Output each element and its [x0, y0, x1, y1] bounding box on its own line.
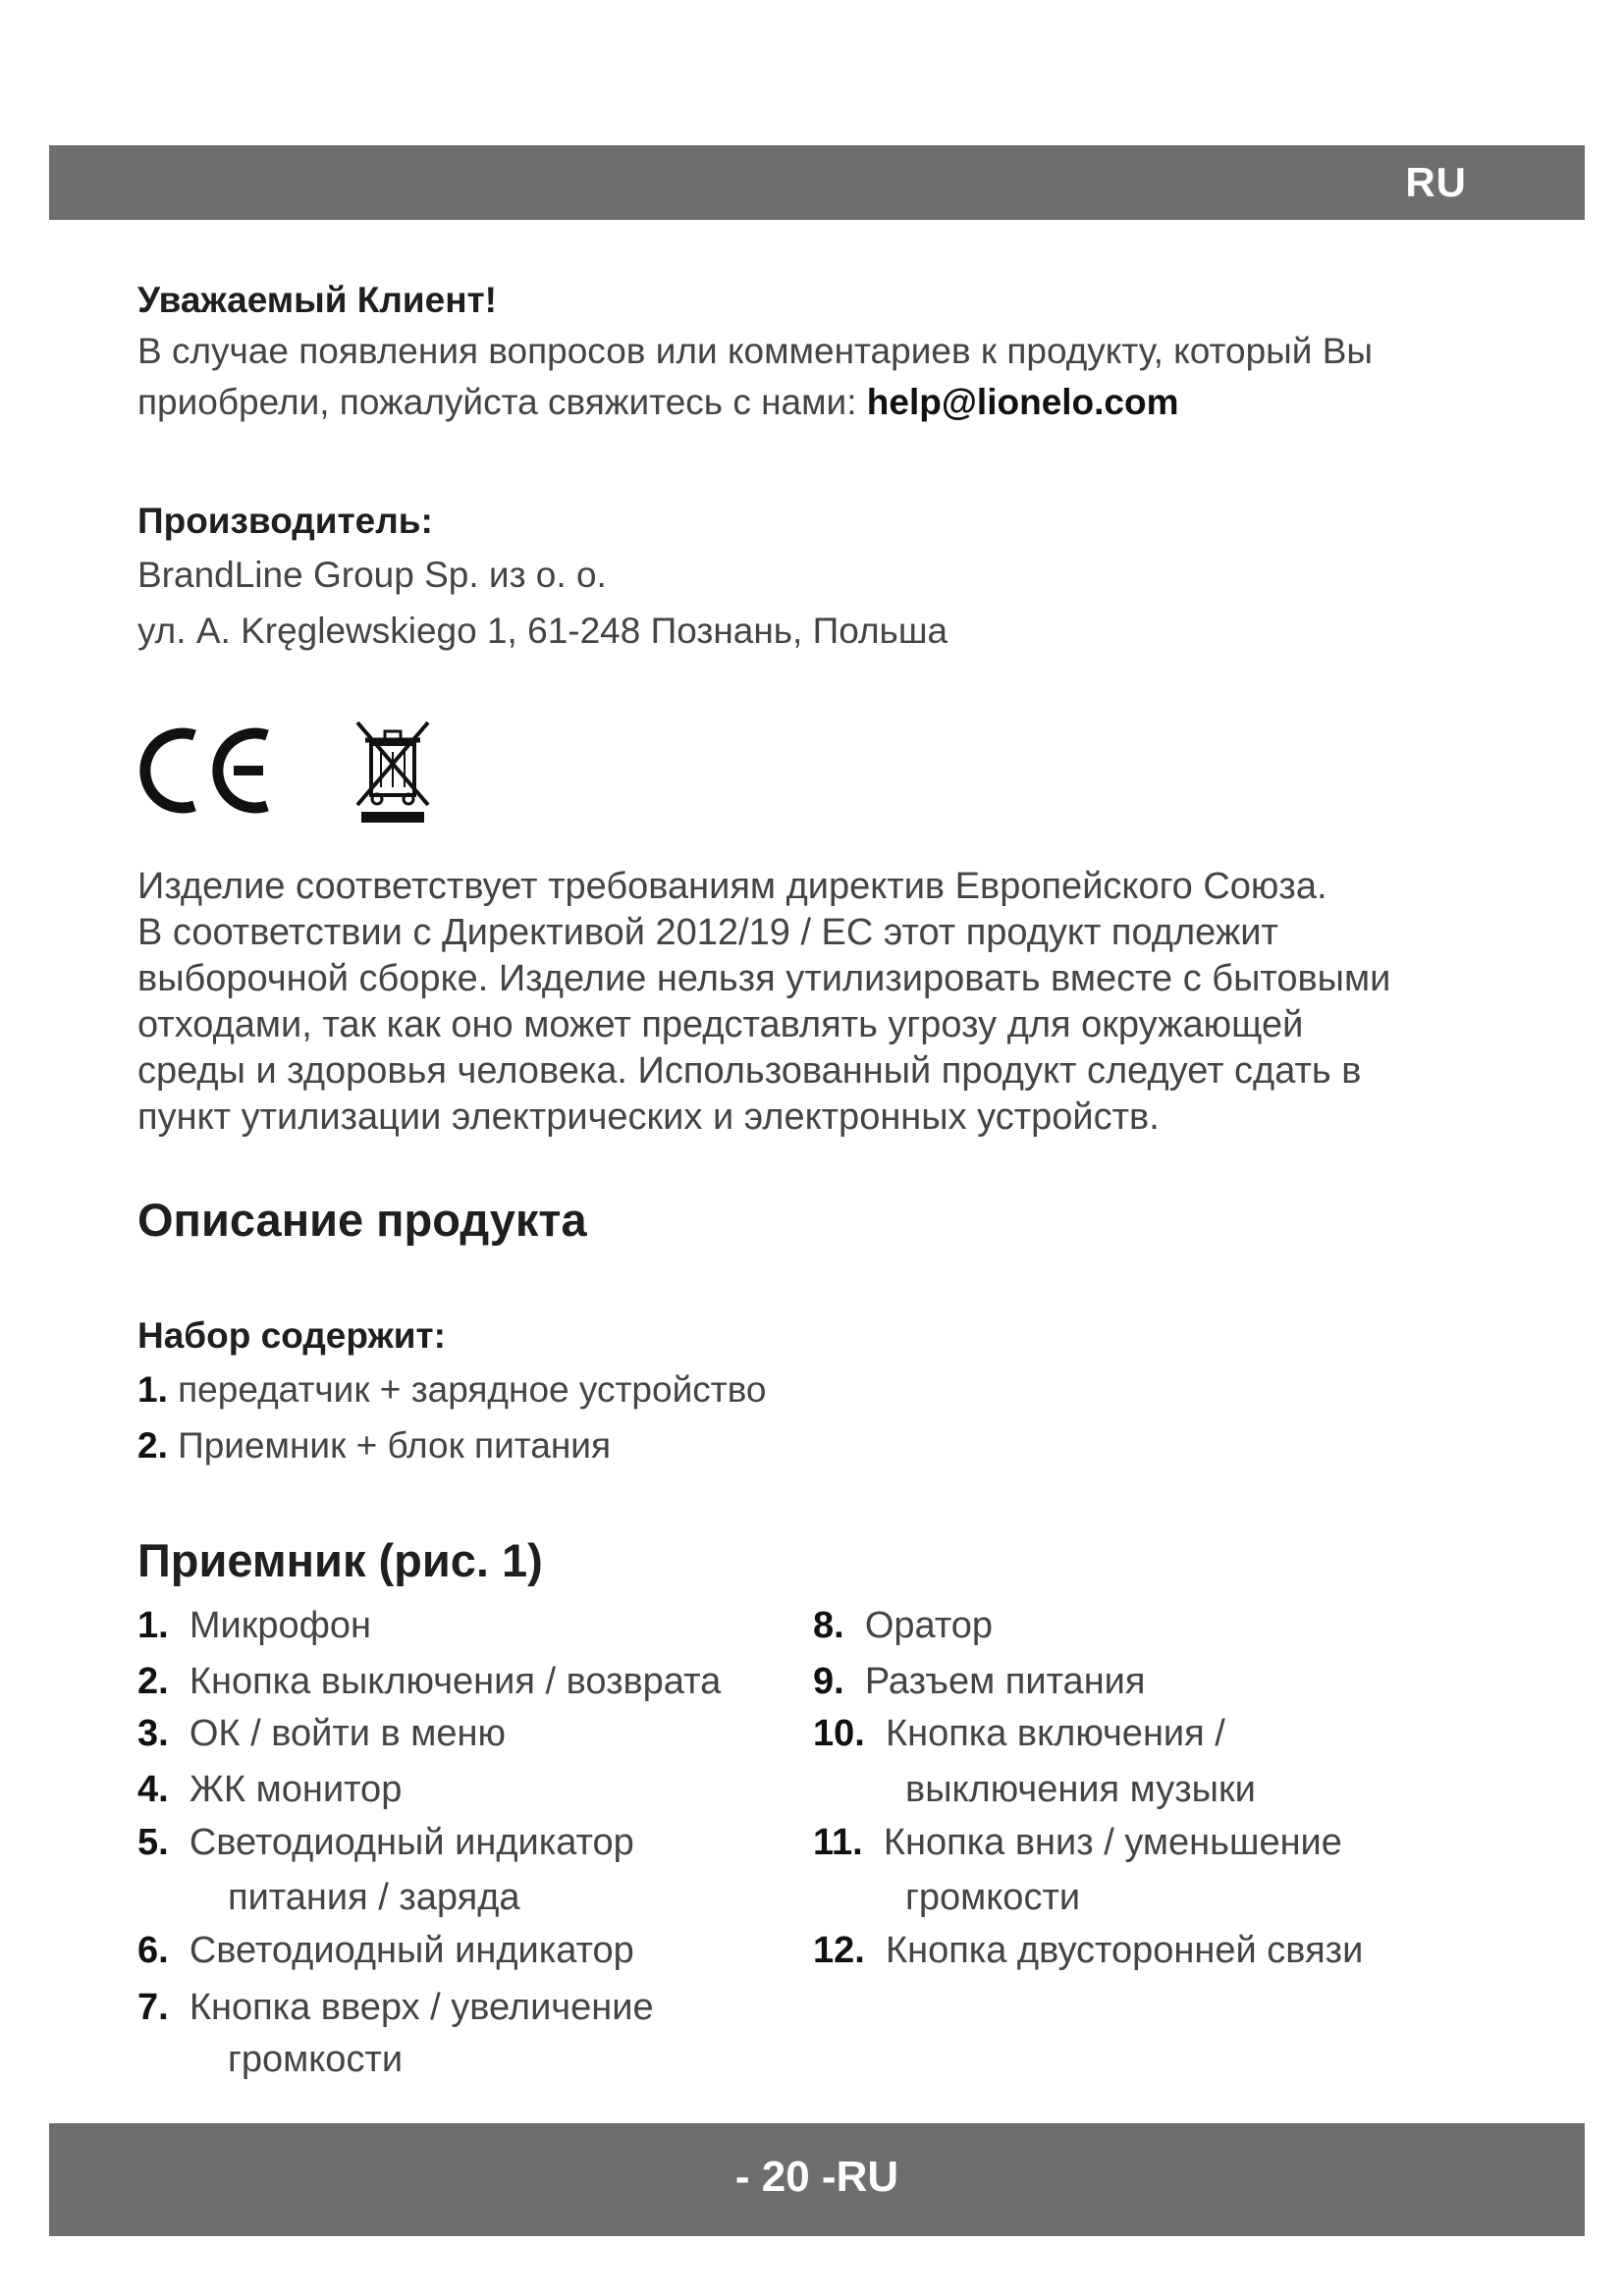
part-item: 2. Кнопка выключения / возврата	[137, 1661, 722, 1702]
compliance-line: Изделие соответствует требованиям директив Европейского Союза.	[137, 866, 1327, 907]
part-item: 9. Разъем питания	[813, 1661, 1146, 1702]
kit-item	[137, 1417, 1512, 1473]
kit-item-number: 1.	[137, 1369, 168, 1410]
part-item-continuation: громкости	[228, 2039, 404, 2080]
compliance-line: В соответствии с Директивой 2012/19 / ЕС этот продукт подлежит	[137, 912, 1278, 953]
compliance-line: среды и здоровья человека. Использованный продукт следует сдать в	[137, 1050, 1362, 1092]
section-title: Приемник (рис. 1)	[137, 1534, 543, 1586]
part-item: 12. Кнопка двусторонней связи	[813, 1930, 1364, 1971]
kit-item	[137, 1362, 1512, 1417]
part-item: 8. Оратор	[813, 1605, 994, 1646]
ce-mark-icon	[137, 721, 275, 820]
part-item-continuation: выключения музыки	[905, 1769, 1256, 1810]
kit-contents-section	[137, 1310, 1512, 1473]
greeting-line-2	[137, 377, 1512, 428]
part-item: 4. ЖК монитор	[137, 1769, 403, 1810]
part-item: 10. Кнопка включения /	[813, 1713, 1225, 1754]
greeting-line-2-text: приобрели, пожалуйста свяжитесь с нами:	[137, 382, 867, 422]
greeting-title: Уважаемый Клиент!	[137, 280, 497, 320]
kit-item-text: передатчик + зарядное устройство	[178, 1369, 767, 1410]
part-item: 1. Микрофон	[137, 1605, 371, 1646]
compliance-section	[137, 864, 1512, 1141]
kit-item-number: 2.	[137, 1425, 168, 1466]
greeting-section	[137, 275, 1512, 428]
manufacturer-address: ул. A. Kręglewskiego 1, 61-248 Познань, Польша	[137, 611, 948, 651]
greeting-line-1: В случае появления вопросов или комментариев к продукту, который Вы	[137, 331, 1373, 371]
part-item-continuation: громкости	[905, 1877, 1081, 1918]
part-item-continuation: питания / заряда	[228, 1877, 520, 1918]
footer-bar	[49, 2123, 1585, 2236]
part-item: 11. Кнопка вниз / уменьшение	[813, 1822, 1342, 1863]
part-item: 3. ОК / войти в меню	[137, 1713, 506, 1754]
header-bar	[49, 145, 1585, 220]
page-number: - 20 -RU	[734, 2153, 899, 2201]
part-item: 5. Светодиодный индикатор	[137, 1822, 634, 1863]
product-description-heading	[137, 1193, 1512, 1247]
receiver-heading	[137, 1533, 1512, 1587]
kit-title: Набор содержит:	[137, 1315, 446, 1356]
part-item: 7. Кнопка вверх / увеличение	[137, 1987, 654, 2028]
part-item: 6. Светодиодный индикатор	[137, 1930, 634, 1971]
compliance-line: пункт утилизации электрических и электронных устройств.	[137, 1096, 1160, 1138]
kit-item-text: Приемник + блок питания	[178, 1425, 611, 1466]
language-code: RU	[1405, 159, 1467, 205]
manufacturer-title: Производитель:	[137, 501, 433, 541]
compliance-line: отходами, так как оно может представлять угрозу для окружающей	[137, 1004, 1304, 1045]
compliance-line: выборочной сборке. Изделие нельзя утилизировать вместе с бытовыми	[137, 958, 1391, 999]
support-email: help@lionelo.com	[866, 382, 1179, 422]
manufacturer-name: BrandLine Group Sp. из о. о.	[137, 555, 607, 595]
weee-bin-icon	[352, 717, 434, 825]
manufacturer-section	[137, 496, 1512, 659]
section-title: Описание продукта	[137, 1194, 587, 1246]
